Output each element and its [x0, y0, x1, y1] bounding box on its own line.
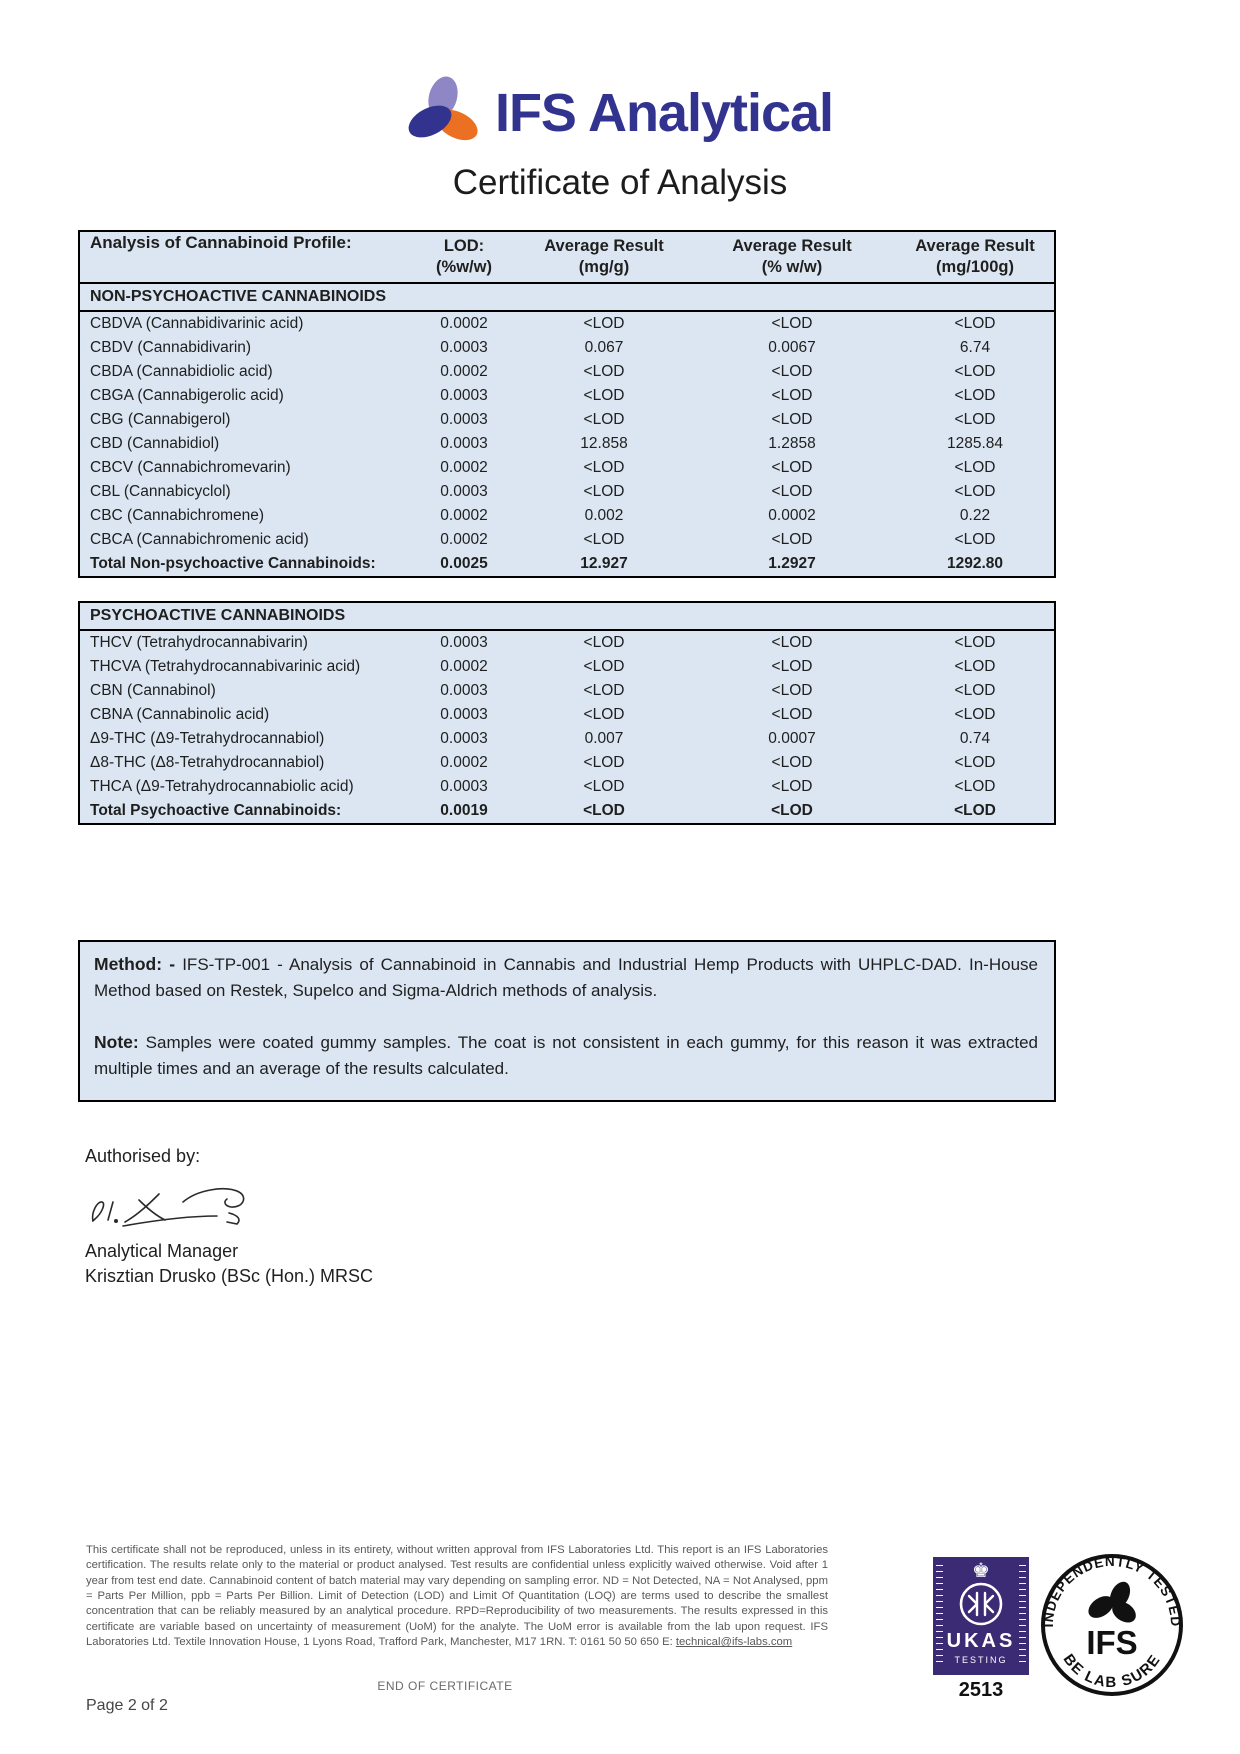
- mg100-value: <LOD: [954, 706, 996, 723]
- mgg-value: <LOD: [583, 658, 625, 675]
- mg100-value: <LOD: [954, 754, 996, 771]
- lod-value: 0.0003: [440, 483, 488, 500]
- svg-text:INDEPENDENTLY TESTED: [1041, 1554, 1183, 1628]
- mgg-value: <LOD: [583, 315, 625, 332]
- total-mgg-value: <LOD: [583, 802, 625, 819]
- analyte-name: Δ8-THC (Δ8-Tetrahydrocannabiol): [90, 754, 325, 771]
- table-row: [80, 775, 1054, 799]
- mgg-value: <LOD: [583, 754, 625, 771]
- table-row: [80, 751, 1054, 775]
- analyte-name: CBC (Cannabichromene): [90, 507, 265, 524]
- ukas-logo: [933, 1557, 1029, 1675]
- column-header-pww-line2: (% w/w): [761, 258, 823, 276]
- table-row: [80, 631, 1054, 655]
- column-header-mg100-line2: (mg/100g): [936, 258, 1014, 276]
- table-row: [80, 703, 1054, 727]
- section-title-psychoactive: PSYCHOACTIVE CANNABINOIDS: [80, 603, 1054, 631]
- analyte-name: CBDA (Cannabidiolic acid): [90, 363, 273, 380]
- lod-value: 0.0003: [440, 706, 488, 723]
- analyte-name: CBG (Cannabigerol): [90, 411, 231, 428]
- signature-icon: [85, 1175, 270, 1237]
- mgg-value: 0.067: [584, 339, 624, 356]
- table-row: [80, 408, 1054, 432]
- table-row: [80, 384, 1054, 408]
- lod-value: 0.0003: [440, 435, 488, 452]
- column-header-lod-line2: (%w/w): [436, 258, 492, 276]
- end-of-certificate-label: END OF CERTIFICATE: [377, 1679, 513, 1693]
- total-mgg-value: 12.927: [580, 555, 628, 572]
- analyte-name: CBDVA (Cannabidivarinic acid): [90, 315, 304, 332]
- mg100-value: <LOD: [954, 459, 996, 476]
- table-row: [80, 312, 1054, 336]
- analyte-name: THCVA (Tetrahydrocannabivarinic acid): [90, 658, 361, 675]
- ukas-testing-label: TESTING: [954, 1655, 1008, 1665]
- mgg-value: <LOD: [583, 363, 625, 380]
- mg100-value: 0.22: [959, 507, 991, 524]
- page-number: Page 2 of 2: [86, 1697, 168, 1714]
- signature-block: [85, 1146, 605, 1289]
- pww-value: 0.0002: [768, 507, 816, 524]
- mgg-value: <LOD: [583, 682, 625, 699]
- signatory-role: Analytical Manager: [85, 1241, 239, 1261]
- column-header-lod-line1: LOD:: [443, 237, 485, 256]
- mgg-value: <LOD: [583, 387, 625, 404]
- method-text: IFS-TP-001 - Analysis of Cannabinoid in Cannabis and Industrial Hemp Products with UHPLC-DAD. In-House Method based on Restek, Supelco and Sigma-Aldrich methods of analysis.: [94, 955, 1038, 1000]
- table-row: [80, 528, 1054, 552]
- total-pww-value: 1.2927: [768, 555, 816, 572]
- email-link[interactable]: technical@ifs-labs.com: [675, 1636, 793, 1649]
- ukas-ticks-left-icon: [936, 1565, 943, 1667]
- table-row: [80, 360, 1054, 384]
- column-header-pww: [688, 232, 896, 282]
- lod-value: 0.0003: [440, 682, 488, 699]
- lod-value: 0.0002: [440, 507, 488, 524]
- pww-value: <LOD: [771, 363, 813, 380]
- total-mg100-value: 1292.80: [946, 555, 1004, 572]
- mg100-value: <LOD: [954, 778, 996, 795]
- table-row: [80, 679, 1054, 703]
- table-row: [80, 432, 1054, 456]
- mgg-value: 0.007: [584, 730, 624, 747]
- ifs-stamp-icon: [1038, 1551, 1186, 1699]
- pww-value: 0.0067: [768, 339, 816, 356]
- lod-value: 0.0002: [440, 315, 488, 332]
- lod-value: 0.0003: [440, 730, 488, 747]
- column-header-pww-line1: Average Result: [732, 237, 852, 256]
- pww-value: 1.2858: [768, 435, 816, 452]
- mg100-value: <LOD: [954, 658, 996, 675]
- mg100-value: <LOD: [954, 634, 996, 651]
- table-row: [80, 655, 1054, 679]
- note-text: Samples were coated gummy samples. The coat is not consistent in each gummy, for this reason it was extracted multiple times and an average of the results calculated.: [94, 1033, 1038, 1078]
- psychoactive-table: [78, 601, 1056, 825]
- pww-value: <LOD: [771, 459, 813, 476]
- lod-value: 0.0002: [440, 363, 488, 380]
- lod-value: 0.0003: [440, 387, 488, 404]
- spacer: [94, 1003, 1038, 1029]
- analyte-name: CBD (Cannabidiol): [90, 435, 220, 452]
- lod-value: 0.0003: [440, 339, 488, 356]
- column-header-mgg: [520, 232, 688, 282]
- total-lod-value: 0.0025: [440, 555, 488, 572]
- mgg-value: <LOD: [583, 459, 625, 476]
- pww-value: <LOD: [771, 411, 813, 428]
- stamp-top-text: INDEPENDENTLY TESTED: [1040, 1553, 1184, 1628]
- analyte-name: CBGA (Cannabigerolic acid): [90, 387, 284, 404]
- column-header-lod: [408, 232, 520, 282]
- analyte-name: CBN (Cannabinol): [90, 682, 216, 699]
- mg100-value: <LOD: [954, 411, 996, 428]
- total-lod-value: 0.0019: [440, 802, 488, 819]
- table-row: [80, 336, 1054, 360]
- total-label: Total Psychoactive Cannabinoids:: [90, 802, 342, 819]
- total-mg100-value: <LOD: [954, 802, 996, 819]
- non-psychoactive-table: [78, 230, 1056, 578]
- lod-value: 0.0003: [440, 411, 488, 428]
- mgg-value: <LOD: [583, 634, 625, 651]
- disclaimer-text: This certificate shall not be reproduced, unless in its entirety, without written approval from IFS Laboratories Ltd. This report is an IFS Laboratories certification. The results relate only to the material or product analysed. Test results are confidential unless explicitly waived otherwise. Void after 1 year from test end date. Cannabinoid content of batch material may vary depending on sampling error. ND = Not Detected, NA = Not Analysed, ppm = Parts Per Million, ppb = Parts Per Billion. Limit of Detection (LOD) and Limit Of Quantitation (LOQ) are terms used to describe the smallest concentration that can be reliably measured by an analytical procedure. RPD=Reproducibility of two measurements. The results expressed in this certificate are variable based on uncertainty of measurement (UoM) for the analyte. The UoM error is available from the lab upon request. IFS Laboratories Ltd. Textile Innovation House, 1 Lyons Road, Trafford Park, Manchester, M17 1RN. T: 0161 50 50 650 E:: [86, 1544, 828, 1649]
- analyte-name: THCV (Tetrahydrocannabivarin): [90, 634, 308, 651]
- table-row: [80, 480, 1054, 504]
- mgg-value: <LOD: [583, 706, 625, 723]
- table-row: [80, 504, 1054, 528]
- column-header-mg100-line1: Average Result: [915, 237, 1035, 256]
- mgg-value: <LOD: [583, 411, 625, 428]
- section-title-non-psychoactive: NON-PSYCHOACTIVE CANNABINOIDS: [80, 284, 1054, 312]
- mg100-value: 0.74: [959, 730, 991, 747]
- lod-value: 0.0003: [440, 778, 488, 795]
- mgg-value: <LOD: [583, 778, 625, 795]
- lod-value: 0.0002: [440, 754, 488, 771]
- analyte-name: CBNA (Cannabinolic acid): [90, 706, 270, 723]
- mg100-value: <LOD: [954, 483, 996, 500]
- mgg-value: <LOD: [583, 531, 625, 548]
- signatory-name: Krisztian Drusko (BSc (Hon.) MRSC: [85, 1266, 374, 1287]
- mg100-value: <LOD: [954, 387, 996, 404]
- analyte-name: CBDV (Cannabidivarin): [90, 339, 252, 356]
- lod-value: 0.0002: [440, 531, 488, 548]
- ukas-ticks-right-icon: [1019, 1565, 1026, 1667]
- column-header-mg100: [896, 232, 1054, 282]
- column-header-profile: Analysis of Cannabinoid Profile:: [90, 233, 352, 252]
- analyte-name: THCA (Δ9-Tetrahydrocannabiolic acid): [90, 778, 354, 795]
- note-label: Note:: [94, 1032, 139, 1052]
- lod-value: 0.0003: [440, 634, 488, 651]
- pww-value: <LOD: [771, 483, 813, 500]
- table-row: [80, 456, 1054, 480]
- pww-value: <LOD: [771, 754, 813, 771]
- analyte-name: CBCA (Cannabichromenic acid): [90, 531, 309, 548]
- pww-value: <LOD: [771, 706, 813, 723]
- total-row-psychoactive: [80, 799, 1054, 823]
- analyte-name: CBCV (Cannabichromevarin): [90, 459, 291, 476]
- pww-value: <LOD: [771, 387, 813, 404]
- table-header-row: [80, 232, 1054, 284]
- column-header-mgg-line2: (mg/g): [578, 258, 630, 276]
- brand-header: [0, 76, 1240, 150]
- ukas-wordmark: UKAS: [946, 1630, 1016, 1652]
- method-label: Method: -: [94, 954, 176, 974]
- pww-value: <LOD: [771, 315, 813, 332]
- stamp-trefoil-icon: [1084, 1579, 1139, 1627]
- lod-value: 0.0002: [440, 459, 488, 476]
- mgg-value: <LOD: [583, 483, 625, 500]
- lod-value: 0.0002: [440, 658, 488, 675]
- ukas-accreditation-number: 2513: [958, 1679, 1004, 1701]
- mg100-value: 6.74: [959, 339, 991, 356]
- crown-icon: ♚: [972, 1558, 990, 1582]
- column-header-mgg-line1: Average Result: [544, 237, 664, 256]
- mgg-value: 12.858: [580, 435, 628, 452]
- ukas-mark-icon: [957, 1580, 1005, 1628]
- total-pww-value: <LOD: [771, 802, 813, 819]
- total-row-non-psychoactive: [80, 552, 1054, 576]
- mg100-value: <LOD: [954, 315, 996, 332]
- stamp-ifs-text: IFS: [1086, 1624, 1138, 1661]
- method-note-box: [78, 940, 1056, 1102]
- total-label: Total Non-psychoactive Cannabinoids:: [90, 555, 376, 572]
- mg100-value: <LOD: [954, 682, 996, 699]
- authorised-by-label: Authorised by:: [85, 1146, 201, 1166]
- mgg-value: 0.002: [584, 507, 624, 524]
- stamp-bottom-text: BE LAB SURE: [1059, 1651, 1165, 1692]
- mg100-value: <LOD: [954, 363, 996, 380]
- analyte-name: Δ9-THC (Δ9-Tetrahydrocannabiol): [90, 730, 325, 747]
- pww-value: <LOD: [771, 778, 813, 795]
- table-row: [80, 727, 1054, 751]
- mg100-value: <LOD: [954, 531, 996, 548]
- pww-value: <LOD: [771, 634, 813, 651]
- pww-value: 0.0007: [768, 730, 816, 747]
- legal-disclaimer: [86, 1543, 828, 1651]
- document-title: Certificate of Analysis: [452, 163, 788, 202]
- mg100-value: 1285.84: [946, 435, 1004, 452]
- brand-name: IFS Analytical: [494, 83, 834, 143]
- pww-value: <LOD: [771, 658, 813, 675]
- pww-value: <LOD: [771, 531, 813, 548]
- analyte-name: CBL (Cannabicyclol): [90, 483, 231, 500]
- ifs-trefoil-logo-icon: [407, 76, 479, 150]
- method-paragraph: [94, 951, 1038, 1003]
- note-paragraph: [94, 1029, 1038, 1081]
- pww-value: <LOD: [771, 682, 813, 699]
